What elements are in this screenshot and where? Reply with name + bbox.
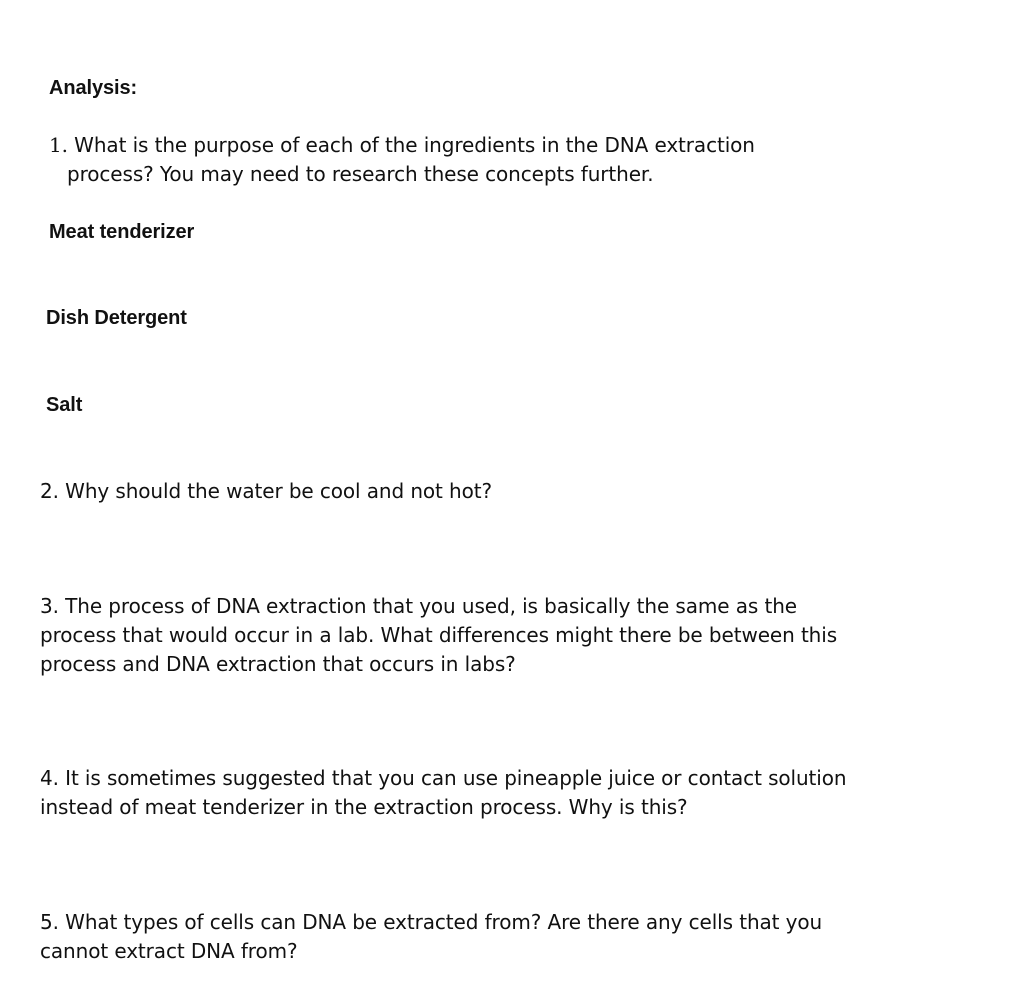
ingredient-salt: Salt: [46, 394, 83, 416]
question-1-number: 1.: [49, 133, 68, 157]
question-1-line-1: [49, 131, 755, 160]
ingredient-dish-detergent: Dish Detergent: [46, 307, 187, 329]
question-3-line-3: process and DNA extraction that occurs in labs?: [40, 652, 516, 676]
question-3-line-1: 3. The process of DNA extraction that you used, is basically the same as the: [40, 594, 797, 618]
question-2: 2. Why should the water be cool and not hot?: [40, 479, 493, 503]
question-4-line-2: instead of meat tenderizer in the extraction process. Why is this?: [40, 795, 688, 819]
ingredient-meat-tenderizer: Meat tenderizer: [49, 221, 195, 243]
question-5-line-1: 5. What types of cells can DNA be extracted from? Are there any cells that you: [40, 910, 823, 934]
question-5-line-2: cannot extract DNA from?: [40, 939, 298, 963]
question-1-line-2: process? You may need to research these concepts further.: [67, 162, 654, 186]
analysis-heading: Analysis:: [49, 77, 138, 99]
question-3-line-2: process that would occur in a lab. What differences might there be between this: [40, 623, 838, 647]
question-1-text: What is the purpose of each of the ingredients in the DNA extraction: [74, 133, 755, 157]
question-4-line-1: 4. It is sometimes suggested that you can use pineapple juice or contact solution: [40, 766, 847, 790]
